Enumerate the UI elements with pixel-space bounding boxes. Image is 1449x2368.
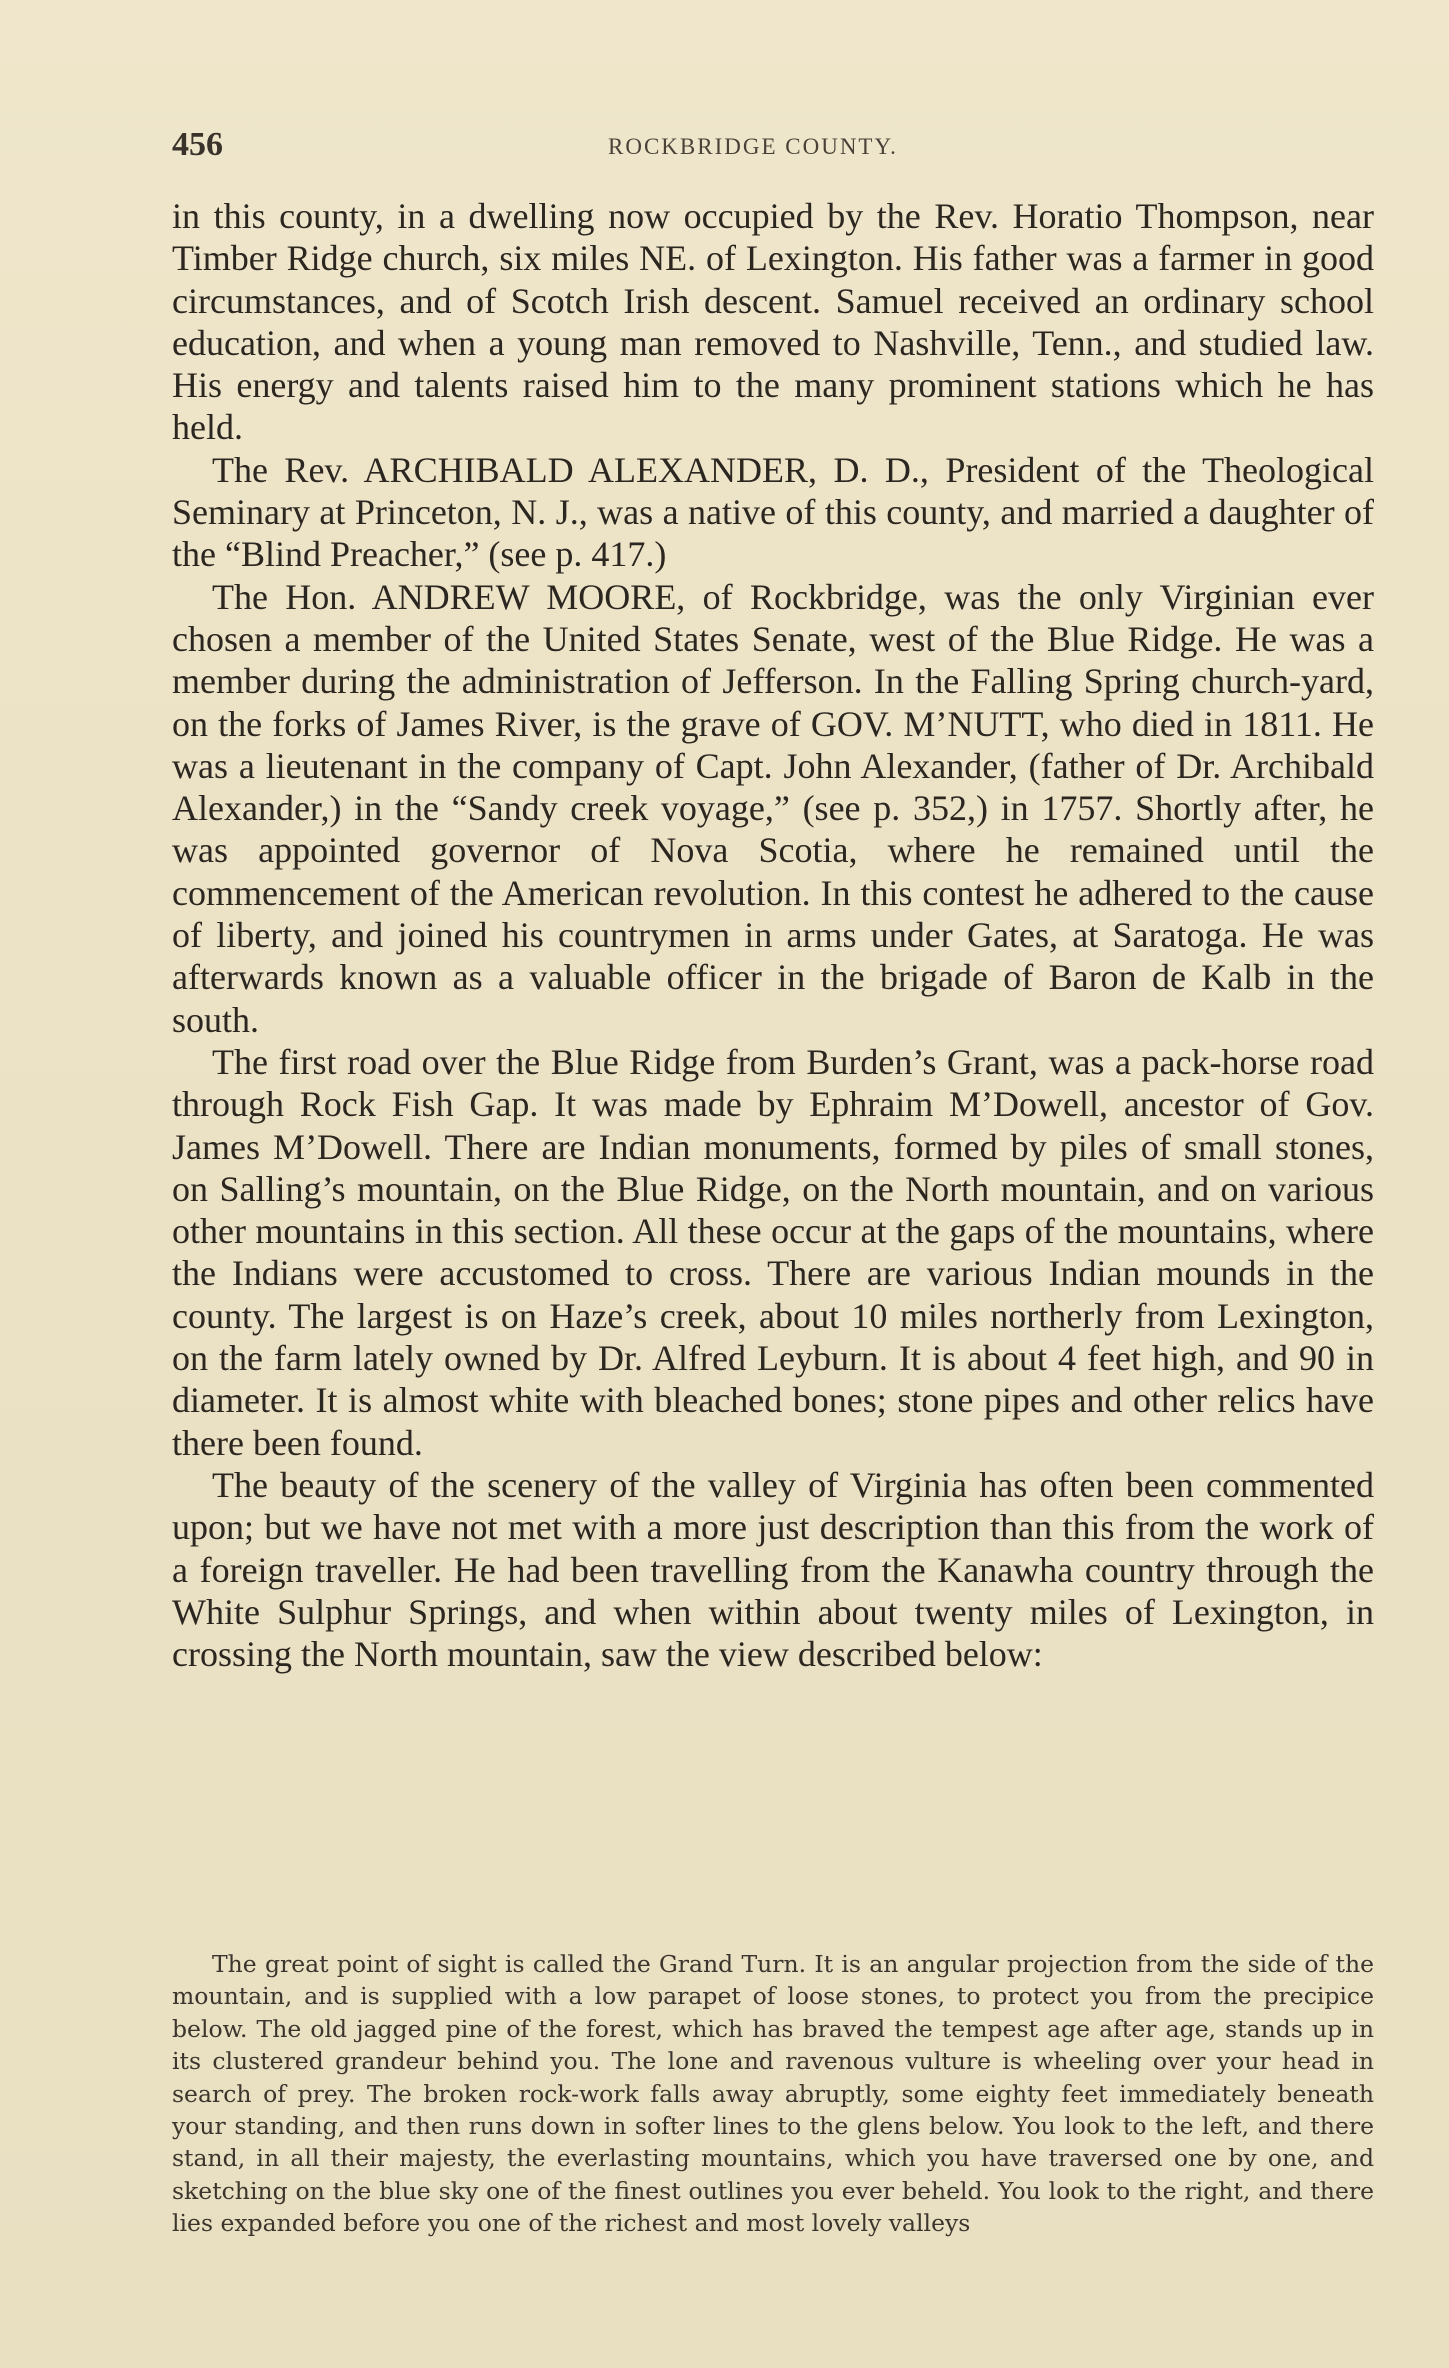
paragraph-alexander: The Rev. ARCHIBALD ALEXANDER, D. D., President of the Theological Seminary at Princeton, N. J., was a native of this county, and married a daughter of the “Blind Preacher,” (see p. 417.) bbox=[172, 449, 1374, 575]
paragraph-first-road: The first road over the Blue Ridge from Burden’s Grant, was a pack-horse road through Rock Fish Gap. It was made by Ephraim M’Dowell, ancestor of Gov. James M’Dowell. There are Indian monuments, formed by piles of small stones, on Salling’s mountain, on the Blue Ridge, on the North mountain, and on various other mountains in this section. All these occur at the gaps of the mountains, where the Indians were accustomed to cross. There are various Indian mounds in the county. The largest is on Haze’s creek, about 10 miles northerly from Lexington, on the farm lately owned by Dr. Alfred Leyburn. It is about 4 feet high, and 90 in diameter. It is almost white with bleached bones; stone pipes and other relics have there been found. bbox=[172, 1041, 1374, 1463]
paragraph-moore: The Hon. ANDREW MOORE, of Rockbridge, was the only Virginian ever chosen a member of the United States Senate, west of the Blue Ridge. He was a member during the administration of Jefferson. In the Falling Spring church-yard, on the forks of James River, is the grave of GOV. M’NUTT, who died in 1811. He was a lieutenant in the company of Capt. John Alexander, (father of Dr. Archibald Alexander,) in the “Sandy creek voyage,” (see p. 352,) in 1757. Shortly after, he was appointed governor of Nova Scotia, where he remained until the commencement of the American revolution. In this contest he adhered to the cause of liberty, and joined his countrymen in arms under Gates, at Saratoga. He was afterwards known as a valuable officer in the brigade of Baron de Kalb in the south. bbox=[172, 576, 1374, 1040]
page-header bbox=[172, 126, 1372, 166]
quoted-passage bbox=[172, 1948, 1374, 2240]
paragraph-continuation: in this county, in a dwelling now occupied by the Rev. Horatio Thompson, near Timber Ridge church, six miles NE. of Lexington. His father was a farmer in good circumstances, and of Scotch Irish descent. Samuel received an ordinary school education, and when a young man removed to Nashville, Tenn., and studied law. His energy and talents raised him to the many prominent stations which he has held. bbox=[172, 196, 1374, 448]
paragraph-scenery: The beauty of the scenery of the valley of Virginia has often been commented upon; but we have not met with a more just description than this from the work of a foreign traveller. He had been travelling from the Kanawha country through the White Sulphur Springs, and when within about twenty miles of Lexington, in crossing the North mountain, saw the view described below: bbox=[172, 1464, 1374, 1675]
body-text bbox=[172, 195, 1374, 1675]
running-head: ROCKBRIDGE COUNTY. bbox=[608, 134, 898, 159]
quote-text: The great point of sight is called the Grand Turn. It is an angular projection from the side of the mountain, and is supplied with a low parapet of loose stones, to protect you from the precipice below. The old jagged pine of the forest, which has braved the tempest age after age, stands up in its clustered grandeur behind you. The lone and ravenous vulture is wheeling over your head in search of prey. The broken rock-work falls away abruptly, some eighty feet immediately beneath your standing, and then runs down in softer lines to the glens below. You look to the left, and there stand, in all their majesty, the everlasting mountains, which you have traversed one by one, and sketching on the blue sky one of the finest outlines you ever beheld. You look to the right, and there lies expanded before you one of the richest and most lovely valleys bbox=[172, 1950, 1374, 2238]
page-number: 456 bbox=[172, 126, 223, 163]
